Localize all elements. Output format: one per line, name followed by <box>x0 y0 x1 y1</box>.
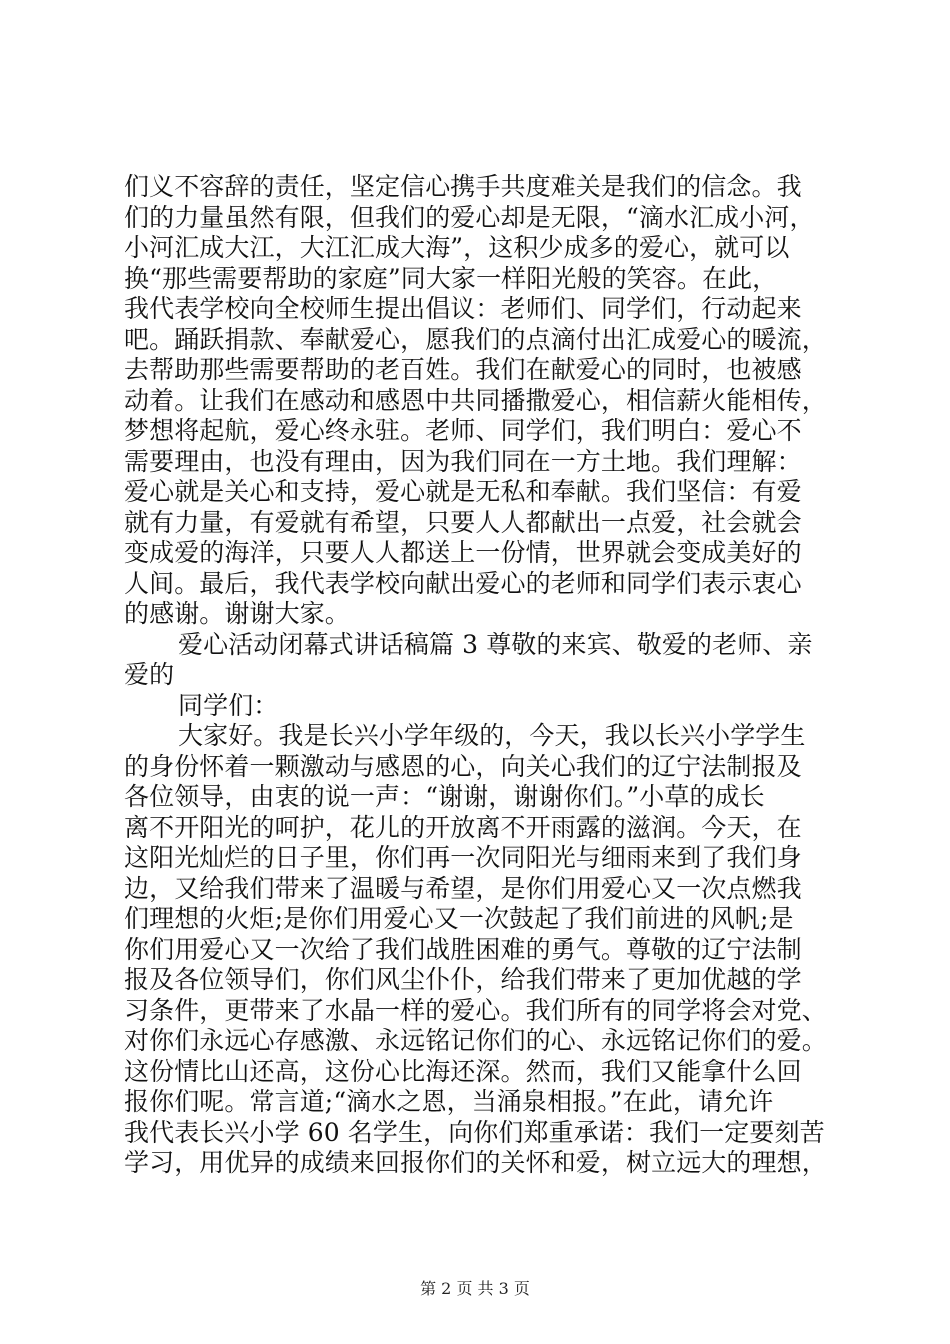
text-line: 大家好。我是长兴小学年级的，今天，我以长兴小学学生 <box>178 721 806 750</box>
text-line: 梦想将起航，爱心终永驻。老师、同学们，我们明白：爱心不 <box>124 416 802 445</box>
text-line: 这份情比山还高，这份心比海还深。然而，我们又能拿什么回 <box>124 1056 802 1086</box>
text-line: 们义不容辞的责任，坚定信心携手共度难关是我们的信念。我 <box>124 172 802 201</box>
text-line: 小河汇成大江，大江汇成大海”，这积少成多的爱心，就可以 <box>124 233 790 262</box>
text-line: 去帮助那些需要帮助的老百姓。我们在献爱心的同时，也被感 <box>124 355 802 384</box>
paragraph <box>124 172 844 630</box>
document-body <box>124 172 844 1179</box>
text-line: 们的力量虽然有限，但我们的爱心却是无限，“滴水汇成小河， <box>124 202 815 232</box>
text-line: 的身份怀着一颗激动与感恩的心，向关心我们的辽宁法制报及 <box>124 751 802 781</box>
text-line: 变成爱的海洋，只要人人都送上一份情，世界就会变成美好的 <box>124 538 802 567</box>
text-line: 各位领导，由衷的说一声：“谢谢，谢谢你们。”小草的成长 <box>124 782 765 811</box>
page-footer: 第 2 页 共 3 页 <box>420 1279 530 1298</box>
text-line: 边，又给我们带来了温暖与希望，是你们用爱心又一次点燃我 <box>124 873 802 903</box>
text-line: 对你们永远心存感激、永远铭记你们的心、永远铭记你们的爱。 <box>124 1026 827 1055</box>
text-line: 你们用爱心又一次给了我们战胜困难的勇气。尊敬的辽宁法制 <box>124 934 802 964</box>
paragraph <box>124 691 844 722</box>
text-line: 学习，用优异的成绩来回报你们的关怀和爱，树立远大的理想， <box>124 1148 827 1177</box>
text-line: 离不开阳光的呵护，花儿的开放离不开雨露的滋润。今天，在 <box>124 812 802 842</box>
text-line: 爱的 <box>124 660 175 689</box>
paragraph <box>124 721 844 1179</box>
text-line: 换“那些需要帮助的家庭”同大家一样阳光般的笑容。在此， <box>124 263 778 293</box>
paragraph <box>124 630 844 691</box>
text-line: 习条件，更带来了水晶一样的爱心。我们所有的同学将会对党、 <box>124 995 827 1025</box>
text-line: 爱心活动闭幕式讲话稿篇 3 尊敬的来宾、敬爱的老师、亲 <box>178 629 813 659</box>
text-line: 我代表长兴小学 60 名学生，向你们郑重承诺：我们一定要刻苦 <box>124 1117 825 1147</box>
text-line: 报你们呢。常言道;“滴水之恩，当涌泉相报。”在此，请允许 <box>124 1087 774 1116</box>
text-line: 这阳光灿烂的日子里，你们再一次同阳光与细雨来到了我们身 <box>124 843 802 872</box>
text-line: 就有力量，有爱就有希望，只要人人都献出一点爱，社会就会 <box>124 507 802 537</box>
text-line: 爱心就是关心和支持，爱心就是无私和奉献。我们坚信：有爱 <box>124 477 802 506</box>
text-line: 们理想的火炬;是你们用爱心又一次鼓起了我们前进的风帆;是 <box>124 904 794 933</box>
text-line: 动着。让我们在感动和感恩中共同播撒爱心，相信薪火能相传， <box>124 385 827 415</box>
text-line: 我代表学校向全校师生提出倡议：老师们、同学们，行动起来 <box>124 294 802 323</box>
text-line: 的感谢。谢谢大家。 <box>124 599 350 628</box>
text-line: 需要理由，也没有理由，因为我们同在一方土地。我们理解： <box>124 446 802 476</box>
text-line: 吧。踊跃捐款、奉献爱心，愿我们的点滴付出汇成爱心的暖流， <box>124 324 827 354</box>
text-line: 同学们： <box>178 690 279 720</box>
text-line: 报及各位领导们，你们风尘仆仆，给我们带来了更加优越的学 <box>124 965 802 994</box>
text-line: 人间。最后，我代表学校向献出爱心的老师和同学们表示衷心 <box>124 568 802 598</box>
